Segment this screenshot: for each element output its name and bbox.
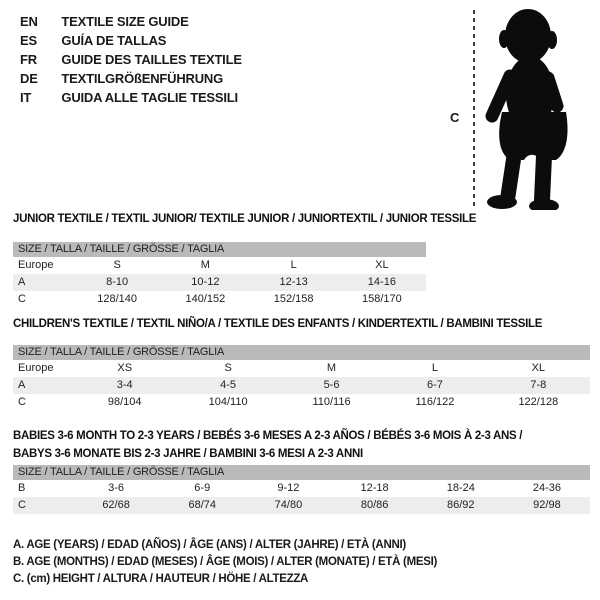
lang-code: FR — [20, 52, 37, 67]
age-cell: 8-10 — [106, 276, 129, 288]
babies-title-line2: BABYS 3-6 MONATE BIS 2-3 JAHRE / BAMBINI 3-6 MESI A 2-3 ANNI — [13, 448, 363, 460]
measure-label-c: C — [450, 110, 460, 125]
row-label: Europe — [18, 259, 54, 271]
size-cell: S — [113, 259, 121, 271]
row-label: C — [18, 396, 26, 408]
row-label: A — [18, 276, 26, 288]
height-cell: 74/80 — [274, 499, 303, 511]
size-cell: S — [224, 362, 232, 374]
size-header-bar: SIZE / TALLA / TAILLE / GRÖSSE / TAGLIA — [13, 345, 590, 360]
age-cell: 6-9 — [194, 482, 211, 494]
children-table-title: CHILDREN'S TEXTILE / TEXTIL NIÑO/A / TEXTILE DES ENFANTS / KINDERTEXTIL / BAMBINI TESSILE — [13, 318, 543, 330]
size-cell: XL — [375, 259, 389, 271]
height-cell: 158/170 — [361, 293, 402, 305]
babies-size-table — [13, 465, 590, 514]
height-cell: 86/92 — [447, 499, 475, 511]
size-cell: M — [326, 362, 337, 374]
table-row — [13, 480, 590, 497]
row-label: C — [18, 293, 26, 305]
age-cell: 12-13 — [279, 276, 308, 288]
size-cell: M — [200, 259, 210, 271]
height-cell: 116/122 — [415, 396, 455, 408]
height-cell: 68/74 — [188, 499, 217, 511]
lang-row-es — [20, 31, 242, 50]
age-cell: 9-12 — [277, 482, 300, 494]
junior-table-title: JUNIOR TEXTILE / TEXTIL JUNIOR/ TEXTILE JUNIOR / JUNIORTEXTIL / JUNIOR TESSILE — [13, 213, 477, 225]
age-cell: 14-16 — [367, 276, 396, 288]
height-measure-dashed-line — [473, 10, 475, 208]
babies-table-title — [13, 427, 522, 463]
guide-title-en: TEXTILE SIZE GUIDE — [61, 14, 189, 29]
height-cell: 122/128 — [518, 396, 559, 408]
row-label: A — [18, 379, 26, 391]
lang-code: ES — [20, 33, 37, 48]
footnote-c: C. (cm) HEIGHT / ALTURA / HAUTEUR / HÖHE / ALTEZZA — [13, 573, 309, 585]
table-row — [13, 394, 590, 411]
lang-code: IT — [20, 90, 32, 105]
age-cell: 24-36 — [532, 482, 562, 494]
height-cell: 152/158 — [273, 293, 314, 305]
table-row — [13, 497, 590, 514]
size-cell: XL — [531, 362, 546, 374]
size-header-bar: SIZE / TALLA / TAILLE / GRÖSSE / TAGLIA — [13, 242, 426, 257]
guide-title-es: GUÍA DE TALLAS — [61, 33, 167, 48]
lang-code: DE — [20, 71, 38, 86]
lang-code: EN — [20, 14, 38, 29]
row-label: Europe — [18, 362, 54, 374]
lang-row-fr — [20, 50, 242, 69]
age-cell: 5-6 — [323, 379, 340, 391]
language-title-list — [20, 12, 242, 107]
table-row — [13, 360, 590, 377]
age-cell: 4-5 — [220, 379, 237, 391]
guide-title-it: GUIDA ALLE TAGLIE TESSILI — [61, 90, 238, 105]
footnote-a: A. AGE (YEARS) / EDAD (AÑOS) / ÂGE (ANS) / ALTER (JAHRE) / ETÀ (ANNI) — [13, 539, 406, 551]
guide-title-fr: GUIDE DES TAILLES TEXTILE — [61, 52, 242, 67]
table-row — [13, 377, 590, 394]
height-cell: 110/116 — [312, 396, 351, 408]
footnote-legend — [13, 537, 437, 588]
table-row — [13, 257, 426, 274]
height-cell: 128/140 — [97, 293, 137, 305]
lang-row-en — [20, 12, 242, 31]
lang-row-it — [20, 88, 242, 107]
size-cell: L — [290, 259, 297, 271]
age-cell: 18-24 — [446, 482, 475, 494]
height-cell: 140/152 — [185, 293, 226, 305]
age-cell: 3-4 — [116, 379, 133, 391]
height-cell: 98/104 — [107, 396, 142, 408]
babies-title-line1: BABIES 3-6 MONTH TO 2-3 YEARS / BEBÉS 3-6 MESES A 2-3 AÑOS / BÉBÉS 3-6 MOIS À 2-3 ANS / — [13, 430, 523, 442]
row-label: B — [18, 482, 26, 494]
height-cell: 104/110 — [208, 396, 248, 408]
age-cell: 10-12 — [191, 276, 220, 288]
size-header-bar: SIZE / TALLA / TAILLE / GRÖSSE / TAGLIA — [13, 465, 590, 480]
footnote-b: B. AGE (MONTHS) / EDAD (MESES) / ÂGE (MOIS) / ALTER (MONATE) / ETÀ (MESI) — [13, 556, 438, 568]
height-cell: 92/98 — [533, 499, 561, 511]
junior-size-table — [13, 242, 426, 308]
height-cell: 62/68 — [102, 499, 130, 511]
row-label: C — [18, 499, 26, 511]
age-cell: 7-8 — [530, 379, 547, 391]
lang-row-de — [20, 69, 242, 88]
age-cell: 12-18 — [360, 482, 389, 494]
guide-title-de: TEXTILGRÖßENFÜHRUNG — [61, 71, 224, 86]
age-cell: 6-7 — [426, 379, 443, 391]
size-cell: XS — [117, 362, 133, 374]
table-row — [13, 291, 426, 308]
children-size-table — [13, 345, 590, 411]
size-cell: L — [431, 362, 438, 374]
table-row — [13, 274, 426, 291]
baby-silhouette-image — [484, 6, 580, 210]
age-cell: 3-6 — [108, 482, 125, 494]
height-cell: 80/86 — [360, 499, 389, 511]
